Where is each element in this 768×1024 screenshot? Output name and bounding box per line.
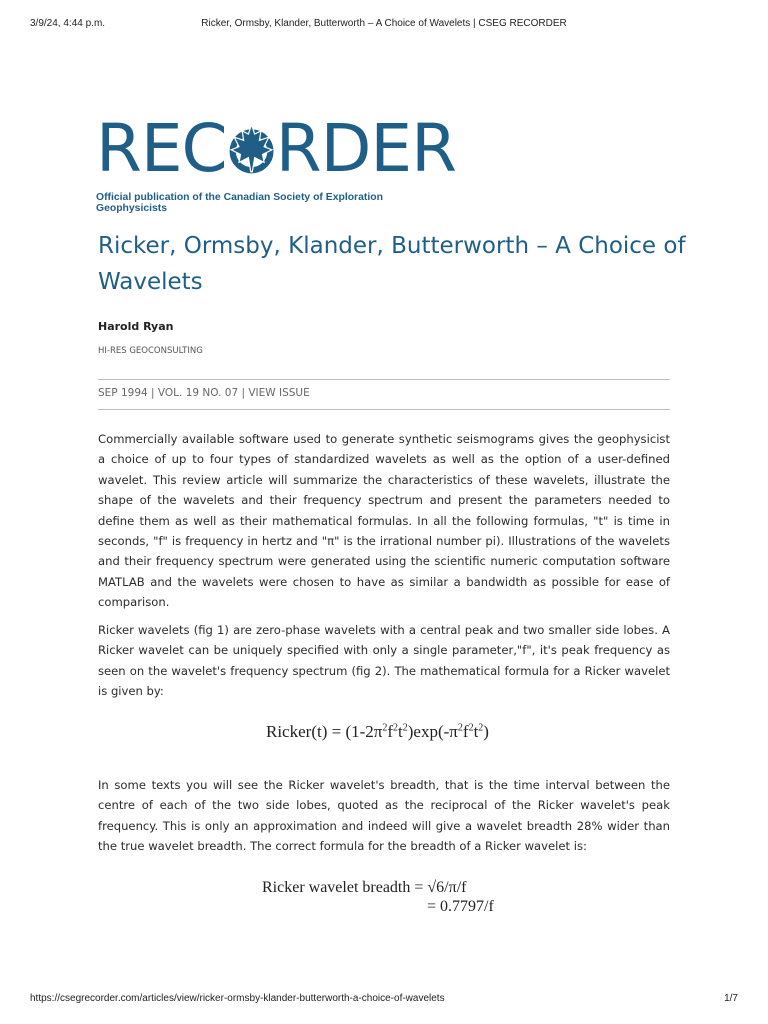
article-title: Ricker, Ormsby, Klander, Butterworth – A Choice of Wavelets (98, 233, 686, 295)
logo-wordmark (96, 110, 456, 188)
issue-volume[interactable]: VOL. 19 NO. 07 (157, 387, 239, 399)
issue-date: SEP 1994 (98, 387, 148, 399)
formula-line: = 0.7797/f (427, 898, 494, 915)
meta-separator: | (147, 387, 158, 399)
view-issue-link[interactable]: VIEW ISSUE (248, 387, 310, 399)
meta-separator: | (238, 387, 249, 399)
print-page-number: 1/7 (724, 993, 738, 1004)
meta-divider-bottom (98, 409, 670, 410)
logo-word-right: RDER (275, 110, 456, 187)
logo-tagline: Official publication of the Canadian Society of Exploration Geophysicists (96, 192, 383, 214)
logo-word-left: REC (96, 110, 227, 187)
body-paragraph: In some texts you will see the Ricker wavelet's breadth, that is the time interval between the centre of each of the two side lobes, quoted as the reciprocal of the Ricker wavelet's peak frequency. This is only an approximation and indeed will give a wavelet breadth 28% wider than the true wavelet breadth. The correct formula for the breadth of a Ricker wavelet is: (98, 778, 670, 854)
recorder-logo[interactable] (96, 110, 456, 214)
issue-meta (98, 387, 310, 399)
ricker-breadth-formula (262, 878, 494, 916)
print-datetime: 3/9/24, 4:44 p.m. (30, 18, 106, 29)
meta-divider-top (98, 379, 670, 380)
article-author[interactable]: Harold Ryan (98, 320, 174, 333)
body-paragraph: Commercially available software used to generate synthetic seismograms gives the geophysicist a choice of up to four types of standardized wavelets as well as the option of a user-defined wavelet. This review article will summarize the characteristics of these wavelets, illustrate the shape of the wavelets and their frequency spectrum and present the parameters needed to define them as well as their mathematical formulas. In all the following formulas, "t" is time in seconds, "f" is frequency in hertz and "π" is the irrational number pi). Illustrations of the wavelets and their frequency spectrum were generated using the scientific numeric computation software MATLAB and the wavelets were chosen to have as similar a bandwidth as possible for ease of comparison. (98, 432, 670, 610)
formula-line: Ricker wavelet breadth = √6/π/f (262, 879, 467, 896)
author-affiliation: HI-RES GEOCONSULTING (98, 346, 203, 356)
body-paragraph: Ricker wavelets (fig 1) are zero-phase wavelets with a central peak and two smaller side lobes. A Ricker wavelet can be uniquely specified with only a single parameter,"f", it's peak frequency as seen on the wavelet's frequency spectrum (fig 2). The mathematical formula for a Ricker wavelet is given by: (98, 623, 670, 699)
ricker-formula: Ricker(t) = $(1-2\pi^2f^2t^2)\exp(-\pi^2f^2t^2)$ (266, 722, 489, 741)
print-url: https://csegrecorder.com/articles/view/ricker-ormsby-klander-butterworth-a-choice-of-wavelets (30, 993, 445, 1004)
maple-leaf-icon (228, 114, 275, 184)
print-page-title: Ricker, Ormsby, Klander, Butterworth – A Choice of Wavelets | CSEG RECORDER (201, 18, 567, 29)
